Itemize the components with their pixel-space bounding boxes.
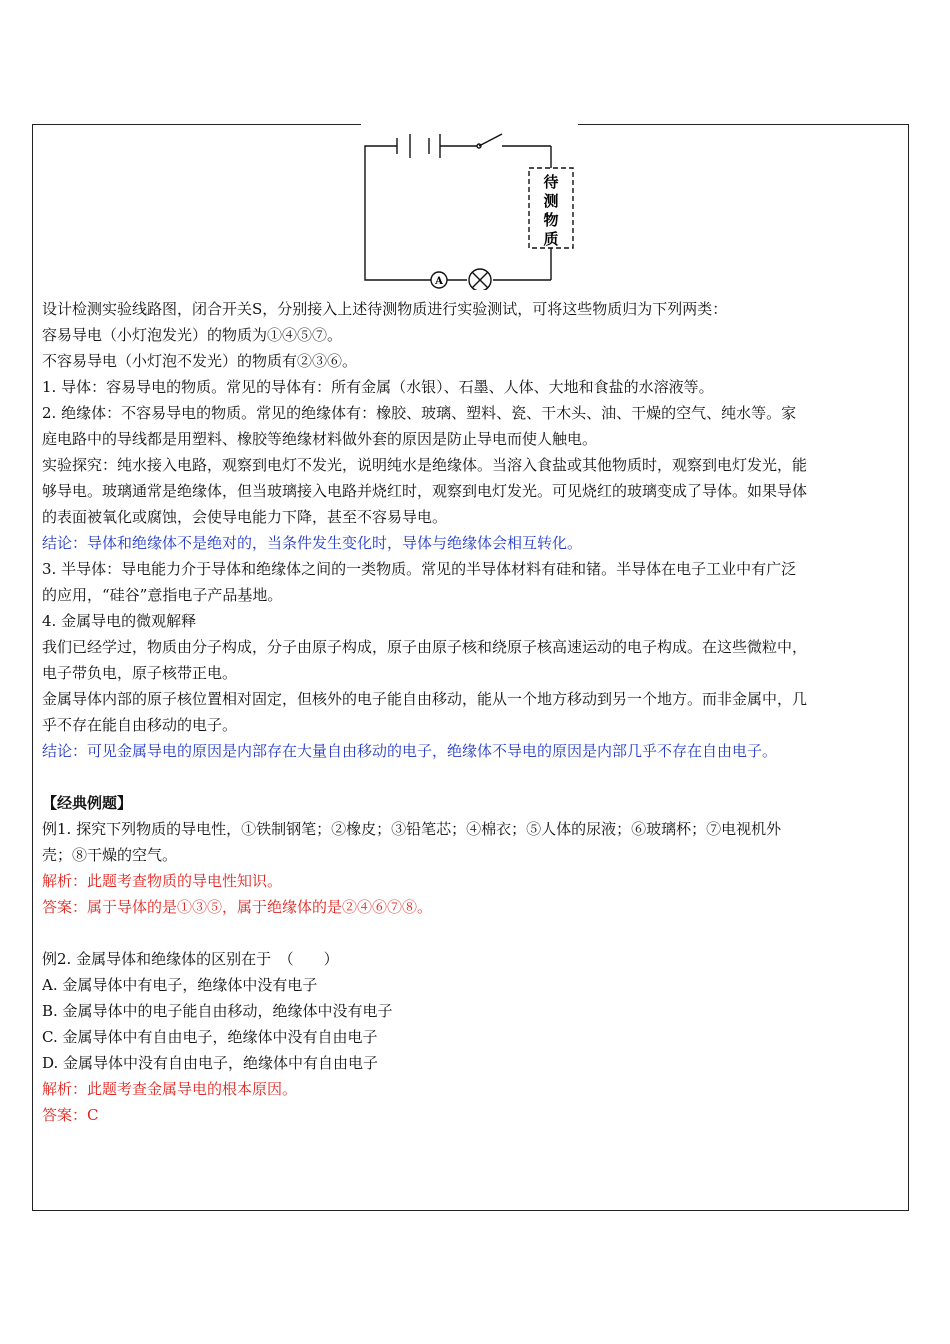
example-1-analysis: 解析：此题考查物质的导电性知识。: [42, 872, 283, 890]
option-a: A. 金属导体中有电子，绝缘体中没有电子: [42, 976, 318, 994]
experiment-line-2: 够导电。玻璃通常是绝缘体，但当玻璃接入电路并烧红时，观察到电灯发光。可见烧红的玻璃变成了导体。如果导体: [42, 482, 808, 500]
circuit-diagram: [355, 124, 595, 290]
box-char-3: 物: [543, 211, 559, 229]
wire-top-left: [365, 146, 431, 280]
micro-line-2: 电子带负电，原子核带正电。: [42, 664, 238, 682]
nonconductive-result: 不容易导电（小灯泡不发光）的物质有②③⑥。: [42, 352, 358, 370]
option-b: B. 金属导体中的电子能自由移动，绝缘体中没有电子: [42, 1002, 393, 1020]
micro-line-1: 我们已经学过，物质由分子构成，分子由原子构成，原子由原子核和绕原子核高速运动的电子构成。在这些微粒中，: [42, 638, 808, 656]
conductor-definition: 1. 导体：容易导电的物质。常见的导体有：所有金属（水银）、石墨、人体、大地和食盐的水溶液等。: [42, 378, 714, 396]
document-body: [42, 296, 898, 1128]
switch-blade: [479, 134, 502, 146]
box-char-4: 质: [543, 230, 559, 248]
metal-line-1: 金属导体内部的原子核位置相对固定，但核外的电子能自由移动，能从一个地方移动到另一个地方。而非金属中，几: [42, 690, 808, 708]
example-2-answer: 答案：C: [42, 1106, 99, 1124]
experiment-line-3: 的表面被氧化或腐蚀，会使导电能力下降，甚至不容易导电。: [42, 508, 448, 526]
example-1-line-1: 例1. 探究下列物质的导电性，①铁制钢笔；②橡皮；③铅笔芯；④棉衣；⑤人体的尿液；⑥玻璃杯；⑦电视机外: [42, 820, 782, 838]
example-2-analysis: 解析：此题考查金属导电的根本原因。: [42, 1080, 298, 1098]
conclusion-2: 结论：可见金属导电的原因是内部存在大量自由移动的电子，绝缘体不导电的原因是内部几乎不存在自由电子。: [42, 742, 778, 760]
insulator-definition-cont: 庭电路中的导线都是用塑料、橡胶等绝缘材料做外套的原因是防止导电而使人触电。: [42, 430, 598, 448]
option-d: D. 金属导体中没有自由电子，绝缘体中有自由电子: [42, 1054, 379, 1072]
intro-line: 设计检测实验线路图，闭合开关S，分别接入上述待测物质进行实验测试，可将这些物质归为下列两类：: [42, 300, 728, 318]
example-1-line-2: 壳；⑧干燥的空气。: [42, 846, 178, 864]
semiconductor-line-1: 3. 半导体：导电能力介于导体和绝缘体之间的一类物质。常见的半导体材料有硅和锗。半导体在电子工业中有广泛: [42, 560, 797, 578]
micro-explanation-heading: 4. 金属导电的微观解释: [42, 612, 197, 630]
option-c: C. 金属导体中有自由电子，绝缘体中没有自由电子: [42, 1028, 378, 1046]
examples-heading: 【经典例题】: [42, 794, 133, 812]
metal-line-2: 乎不存在能自由移动的电子。: [42, 716, 238, 734]
spacer: [42, 764, 898, 790]
experiment-line-1: 实验探究：纯水接入电路，观察到电灯不发光，说明纯水是绝缘体。当溶入食盐或其他物质时，观察到电灯发光，能: [42, 456, 808, 474]
insulator-definition: 2. 绝缘体：不容易导电的物质。常见的绝缘体有：橡胶、玻璃、塑料、瓷、干木头、油、干燥的空气、纯水等。家: [42, 404, 797, 422]
box-char-2: 测: [543, 192, 559, 210]
box-char-1: 待: [543, 173, 559, 191]
example-1-answer: 答案：属于导体的是①③⑤，属于绝缘体的是②④⑥⑦⑧。: [42, 898, 433, 916]
ammeter-label: A: [435, 276, 443, 287]
conclusion-1: 结论：导体和绝缘体不是绝对的，当条件发生变化时，导体与绝缘体会相互转化。: [42, 534, 583, 552]
spacer: [42, 920, 898, 946]
semiconductor-line-2: 的应用，“硅谷”意指电子产品基地。: [42, 586, 283, 604]
example-2-question: 例2. 金属导体和绝缘体的区别在于 （ ）: [42, 950, 339, 968]
conductive-result: 容易导电（小灯泡发光）的物质为①④⑤⑦。: [42, 326, 343, 344]
